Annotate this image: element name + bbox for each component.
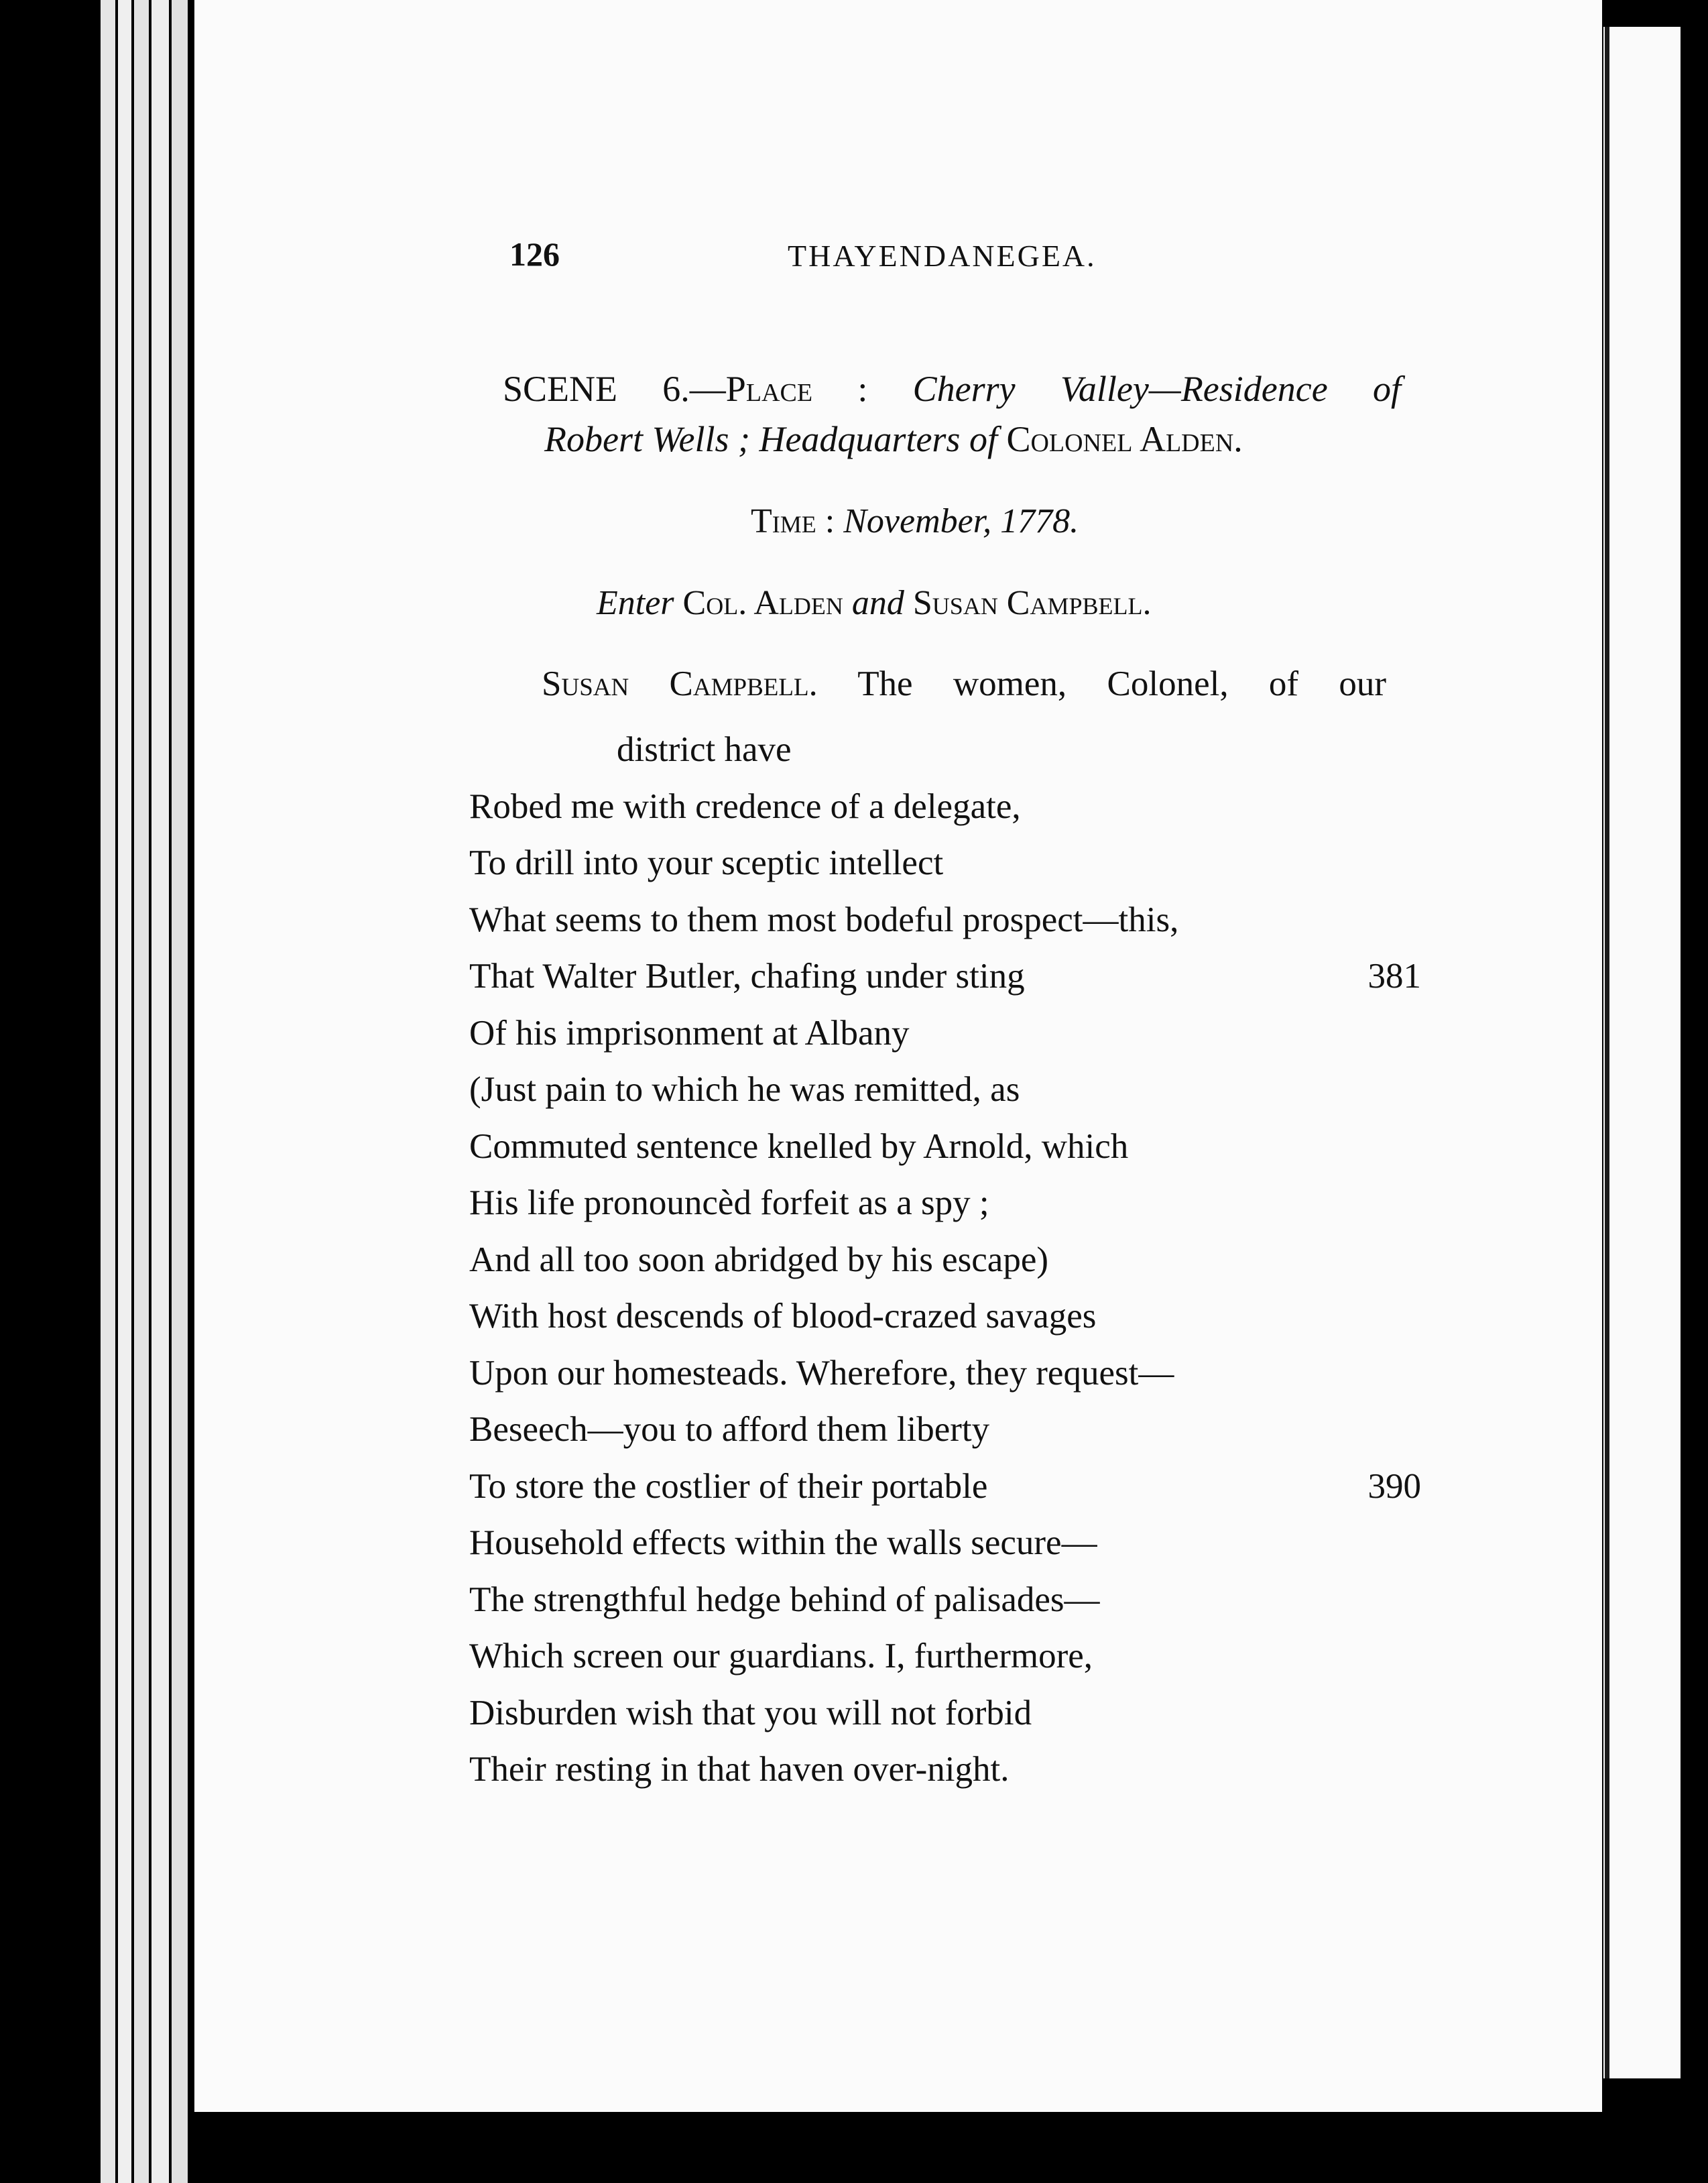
- character-name: Susan Campbell.: [912, 584, 1152, 622]
- verse-line: [469, 1572, 1421, 1629]
- verse-text: Upon our homesteads. Wherefore, they request—: [469, 1353, 1174, 1393]
- line-number: 390: [1367, 1466, 1421, 1506]
- scene-heading-continuation: [544, 416, 1243, 463]
- verse-line: [469, 1061, 1421, 1118]
- page-header: [509, 235, 1354, 275]
- place-name: Cherry Valley—Residence of: [912, 369, 1401, 409]
- time-separator: :: [816, 502, 844, 540]
- verse-line: [469, 1118, 1421, 1175]
- verse-line: [469, 1458, 1421, 1515]
- verse-text: The strengthful hedge behind of palisades—: [469, 1580, 1100, 1619]
- stage-direction: [597, 583, 1152, 623]
- character-name: Col. Alden: [682, 584, 843, 622]
- verse-text: His life pronouncèd forfeit as a spy ;: [469, 1183, 989, 1222]
- verse-line: [469, 1401, 1421, 1458]
- verse-line: [469, 1175, 1421, 1232]
- scene-number: SCENE 6.—: [503, 369, 726, 409]
- place-label: Place: [725, 369, 813, 409]
- facing-page-edge: [1603, 27, 1681, 2078]
- verse-text: To drill into your sceptic intellect: [469, 843, 944, 882]
- time-line: [751, 501, 1079, 541]
- colonel-name: Colonel Alden.: [1006, 419, 1243, 459]
- verse-line: [469, 1345, 1421, 1402]
- scene-heading: [503, 365, 1401, 412]
- verse-line: [469, 778, 1421, 835]
- time-label: Time: [751, 502, 816, 540]
- running-head: THAYENDANEGEA.: [788, 239, 1097, 273]
- verse-text: Commuted sentence knelled by Arnold, which: [469, 1126, 1129, 1166]
- page-edge: [118, 0, 131, 2183]
- conjunction: and: [851, 584, 904, 622]
- page-edge: [134, 0, 149, 2183]
- line-number: 381: [1367, 957, 1421, 996]
- gutter-shadow: [1605, 27, 1609, 2078]
- page-edge: [172, 0, 188, 2183]
- verse-line: [469, 1741, 1421, 1798]
- page-edge: [101, 0, 115, 2183]
- verse-line: [469, 1515, 1421, 1572]
- verse-line: [469, 1628, 1421, 1685]
- place-detail: Robert Wells ; Headquarters of: [544, 419, 997, 459]
- verse-text: Robed me with credence of a delegate,: [469, 786, 1021, 826]
- verse-line: [469, 948, 1421, 1005]
- speaker-name: Susan Campbell.: [542, 664, 818, 703]
- verse-text: Beseech—you to afford them liberty: [469, 1410, 990, 1449]
- verse-line: [469, 1005, 1421, 1062]
- verse-text: And all too soon abridged by his escape): [469, 1240, 1048, 1279]
- verse-line: [469, 835, 1421, 892]
- verse-text: Which screen our guardians. I, furthermore,: [469, 1637, 1093, 1675]
- speech-opening: [542, 664, 1386, 704]
- verse-text: Household effects within the walls secure—: [469, 1523, 1097, 1562]
- verse-line: [469, 892, 1421, 949]
- verse-text: That Walter Butler, chafing under sting: [469, 957, 1025, 996]
- verse-block: [469, 721, 1421, 1798]
- page-number: 126: [509, 235, 560, 273]
- verse-text: Of his imprisonment at Albany: [469, 1013, 910, 1053]
- verse-text: (Just pain to which he was remitted, as: [469, 1070, 1020, 1109]
- place-separator: :: [812, 369, 913, 409]
- page-edge: [151, 0, 169, 2183]
- verse-text: To store the costlier of their portable: [469, 1466, 988, 1506]
- verse-line: [469, 721, 1421, 778]
- verse-text: With host descends of blood-crazed savages: [469, 1297, 1097, 1336]
- verse-text: Their resting in that haven over-night.: [469, 1750, 1010, 1789]
- verse-text: What seems to them most bodeful prospect—this,: [469, 900, 1179, 939]
- verse-line: [469, 1685, 1421, 1742]
- verse-continuation: district have: [617, 730, 792, 769]
- speech-first-line: The women, Colonel, of our: [857, 664, 1387, 703]
- verse-line: [469, 1232, 1421, 1289]
- verse-text: Disburden wish that you will not forbid: [469, 1693, 1032, 1732]
- verse-line: [469, 1288, 1421, 1345]
- enter-verb: Enter: [597, 584, 674, 622]
- time-value: November, 1778.: [843, 502, 1079, 540]
